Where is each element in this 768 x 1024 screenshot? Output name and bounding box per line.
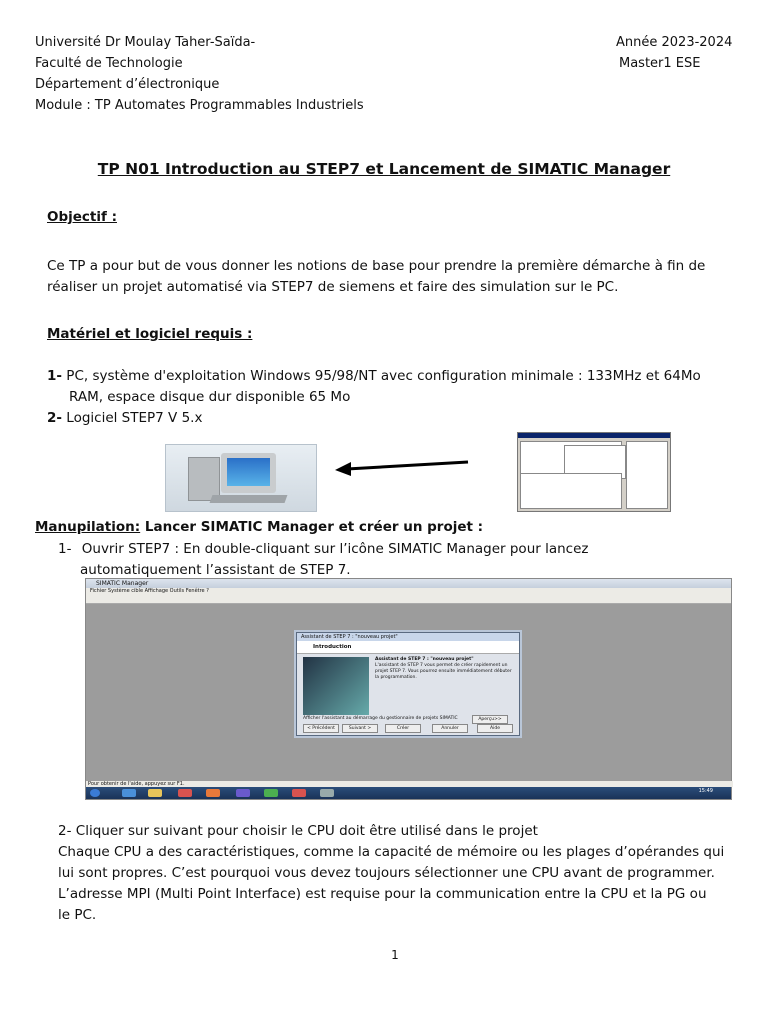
- taskbar: [86, 787, 731, 799]
- objectif-line: réaliser un projet automatisé via STEP7 de siemens et faire des simulation sur le PC.: [47, 279, 619, 295]
- objectif-heading: Objectif :: [47, 209, 117, 225]
- university-line: Université Dr Moulay Taher-Saïda-: [35, 35, 256, 50]
- step1-line: [58, 539, 758, 560]
- item-number: 2-: [47, 410, 62, 426]
- department-line: Département d’électronique: [35, 77, 220, 92]
- dialog-heading: Assistant de STEP 7 : "nouveau projet": [375, 657, 474, 662]
- manipulation-heading: [35, 519, 483, 535]
- step1: [58, 539, 758, 581]
- list-item: [47, 408, 762, 429]
- step-number: 2-: [58, 823, 72, 839]
- step2-paragraph-line: Chaque CPU a des caractéristiques, comme la capacité de mémoire ou les plages d’opérandes qui: [58, 844, 725, 860]
- step2-paragraph-line: L’adresse MPI (Multi Point Interface) est requise pour la communication entre la CPU et la PG ou: [58, 886, 707, 902]
- dialog-checkbox[interactable]: Afficher l'assistant au démarrage du gestionnaire de projets SIMATIC: [303, 716, 458, 721]
- chrome-icon[interactable]: [264, 789, 278, 797]
- preview-button[interactable]: Aperçu>>: [472, 715, 508, 724]
- header-left: [35, 32, 364, 116]
- item-text: Logiciel STEP7 V 5.x: [66, 410, 203, 426]
- dialog-title: Assistant de STEP 7 : "nouveau projet": [297, 633, 519, 641]
- pc-keyboard: [210, 495, 288, 503]
- next-button[interactable]: Suivant >: [342, 724, 378, 733]
- step-text: Cliquer sur suivant pour choisir le CPU doit être utilisé dans le projet: [75, 823, 538, 839]
- step2-line: [58, 821, 755, 842]
- toolbar: [86, 595, 731, 604]
- pdf-icon[interactable]: [292, 789, 306, 797]
- pc-monitor: [221, 453, 276, 493]
- simatic-manager-screenshot: [85, 578, 732, 800]
- wizard-dialog: [296, 632, 520, 736]
- pc-illustration: [165, 444, 317, 512]
- year-line: Année 2023-2024: [616, 35, 733, 50]
- materiel-list: [47, 366, 762, 429]
- step7-window-thumbnail: [517, 432, 671, 512]
- dialog-band: Introduction: [297, 641, 519, 654]
- manipulation-label: Manupilation:: [35, 519, 141, 535]
- app-icon[interactable]: [236, 789, 250, 797]
- objectif-line: Ce TP a pour but de vous donner les notions de base pour prendre la première démarche à fin de: [47, 258, 706, 274]
- level-line: Master1 ESE: [619, 56, 701, 71]
- window-title: SIMATIC Manager: [86, 579, 731, 588]
- step-text: Ouvrir STEP7 : En double-cliquant sur l’icône SIMATIC Manager pour lancez: [81, 541, 589, 557]
- page-title: TP N01 Introduction au STEP7 et Lancement de SIMATIC Manager: [97, 160, 671, 178]
- status-bar: Pour obtenir de l'aide, appuyez sur F1.: [86, 781, 733, 787]
- item-number: 1-: [47, 368, 62, 384]
- media-icon[interactable]: [178, 789, 192, 797]
- create-button[interactable]: Créer: [385, 724, 421, 733]
- menu-bar: Fichier Système cible Affichage Outils Fenêtre ?: [86, 588, 731, 595]
- help-button[interactable]: Aide: [477, 724, 513, 733]
- firefox-icon[interactable]: [206, 789, 220, 797]
- objectif-text: [47, 256, 757, 298]
- step-number: 1-: [58, 541, 72, 557]
- manipulation-title: Lancer SIMATIC Manager et créer un projet :: [140, 519, 484, 535]
- folder-icon[interactable]: [148, 789, 162, 797]
- item-text: PC, système d'exploitation Windows 95/98/NT avec configuration minimale : 133MHz et 64Mo: [66, 368, 701, 384]
- step2-paragraph-line: lui sont propres. C’est pourquoi vous devez toujours sélectionner une CPU avant de programmer.: [58, 865, 715, 881]
- simatic-icon[interactable]: [320, 789, 334, 797]
- dialog-body: L'assistant de STEP 7 vous permet de créer rapidement un projet STEP 7. Vous pourrez ensuite immédiatement débuter la programmation.: [375, 663, 512, 680]
- start-icon[interactable]: [90, 789, 100, 797]
- materiel-heading: Matériel et logiciel requis :: [47, 326, 253, 342]
- step2-paragraph-line: le PC.: [58, 907, 97, 923]
- module-line: Module : TP Automates Programmables Industriels: [35, 98, 364, 113]
- clock: 15:49: [698, 788, 713, 794]
- dialog-text: [375, 657, 513, 681]
- wizard-image: [303, 657, 369, 715]
- ie-icon[interactable]: [122, 789, 136, 797]
- arrow-left-icon: [335, 456, 470, 476]
- step2: [58, 821, 755, 926]
- page-number: 1: [391, 948, 399, 962]
- faculty-line: Faculté de Technologie: [35, 56, 183, 71]
- cancel-button[interactable]: Annuler: [432, 724, 468, 733]
- list-item: [47, 366, 762, 387]
- step-text-continued: automatiquement l’assistant de STEP 7.: [80, 562, 351, 578]
- item-text-continued: RAM, espace disque dur disponible 65 Mo: [69, 389, 351, 405]
- previous-button[interactable]: < Précédent: [303, 724, 339, 733]
- header-right: [616, 32, 732, 74]
